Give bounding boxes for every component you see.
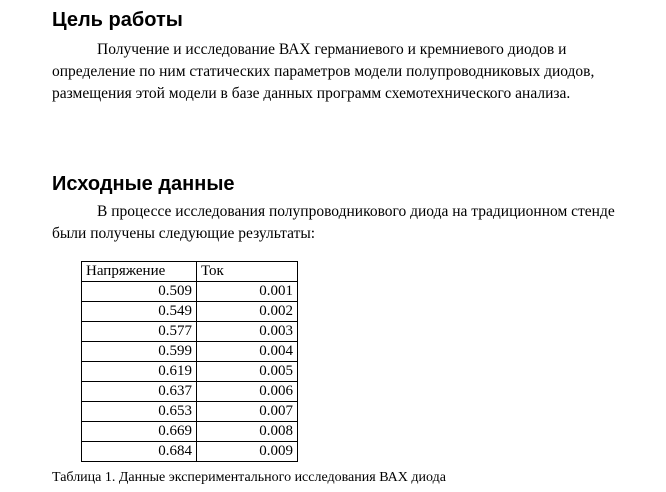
voltage-cell: 0.549 — [82, 302, 197, 322]
voltage-cell: 0.577 — [82, 322, 197, 342]
voltage-cell: 0.509 — [82, 282, 197, 302]
table-row — [82, 282, 298, 302]
measurement-table — [81, 261, 298, 462]
voltage-cell: 0.637 — [82, 382, 197, 402]
voltage-cell: 0.619 — [82, 362, 197, 382]
column-header-current: Ток — [197, 262, 298, 282]
paragraph-goal-text: Получение и исследование ВАХ германиевого и кремниевого диодов и определение по ним статических параметров модели полупроводниковых диодов, размещения этой модели в базе данных программ схемотехнического анализа. — [52, 41, 595, 102]
current-cell: 0.009 — [197, 442, 298, 462]
paragraph-input-data — [52, 201, 652, 245]
voltage-cell: 0.669 — [82, 422, 197, 442]
table-row — [82, 442, 298, 462]
section-title-goal: Цель работы — [52, 9, 183, 31]
table-row — [82, 342, 298, 362]
table-row — [82, 322, 298, 342]
table-row — [82, 362, 298, 382]
table-row — [82, 402, 298, 422]
current-cell: 0.005 — [197, 362, 298, 382]
current-cell: 0.001 — [197, 282, 298, 302]
current-cell: 0.006 — [197, 382, 298, 402]
table-row — [82, 382, 298, 402]
voltage-cell: 0.599 — [82, 342, 197, 362]
voltage-cell: 0.653 — [82, 402, 197, 422]
table-caption: Таблица 1. Данные экспериментального исследования ВАХ диода — [52, 470, 446, 485]
paragraph-input-text: В процессе исследования полупроводникового диода на традиционном стенде были получены следующие результаты: — [52, 203, 615, 242]
current-cell: 0.004 — [197, 342, 298, 362]
current-cell: 0.008 — [197, 422, 298, 442]
current-cell: 0.002 — [197, 302, 298, 322]
section-title-input-data: Исходные данные — [52, 173, 235, 195]
current-cell: 0.003 — [197, 322, 298, 342]
table-row — [82, 302, 298, 322]
column-header-voltage: Напряжение — [82, 262, 197, 282]
voltage-cell: 0.684 — [82, 442, 197, 462]
paragraph-goal — [52, 39, 652, 105]
table-row — [82, 422, 298, 442]
table-header-row — [82, 262, 298, 282]
current-cell: 0.007 — [197, 402, 298, 422]
